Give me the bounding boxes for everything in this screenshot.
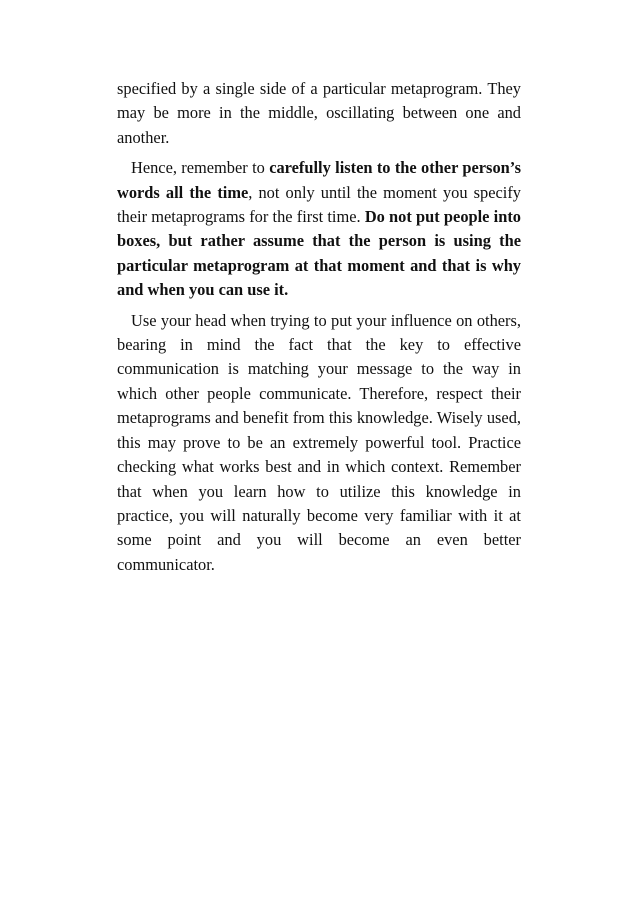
text-segment: , not only until the moment you specify their metaprograms for the first time. [117, 182, 522, 227]
body-text [117, 77, 521, 583]
text-segment: specified by a single side of a particular metaprogram. They may be more in the middle, oscillating between one and another. [117, 79, 521, 147]
text-segment: Use your head when trying to put your influence on others, bearing in mind the fact that the key to effective communication is matching your message to the way in which other people communicate. Therefore, respect their metaprograms and benefit from this knowledge. Wisely used, this may prove to be an extremely powerful tool. Practice checking what works best and in which context. Remember that when you learn how to utilize this knowledge in practice, you will naturally become very familiar with it at some point and you will become an even better communicator. [117, 310, 521, 574]
paragraph-use-your-head [117, 309, 521, 577]
bold-text-segment: carefully listen to the other person’s words all the time [117, 158, 521, 202]
bold-text-segment: Do not put people into boxes, but rather assume that the person is using the particular metaprogram at that moment and that is why and when you can use it. [117, 207, 521, 300]
paragraph-continuation [117, 77, 521, 150]
text-segment: Hence, remember to [131, 158, 270, 178]
paragraph-hence [117, 156, 521, 302]
